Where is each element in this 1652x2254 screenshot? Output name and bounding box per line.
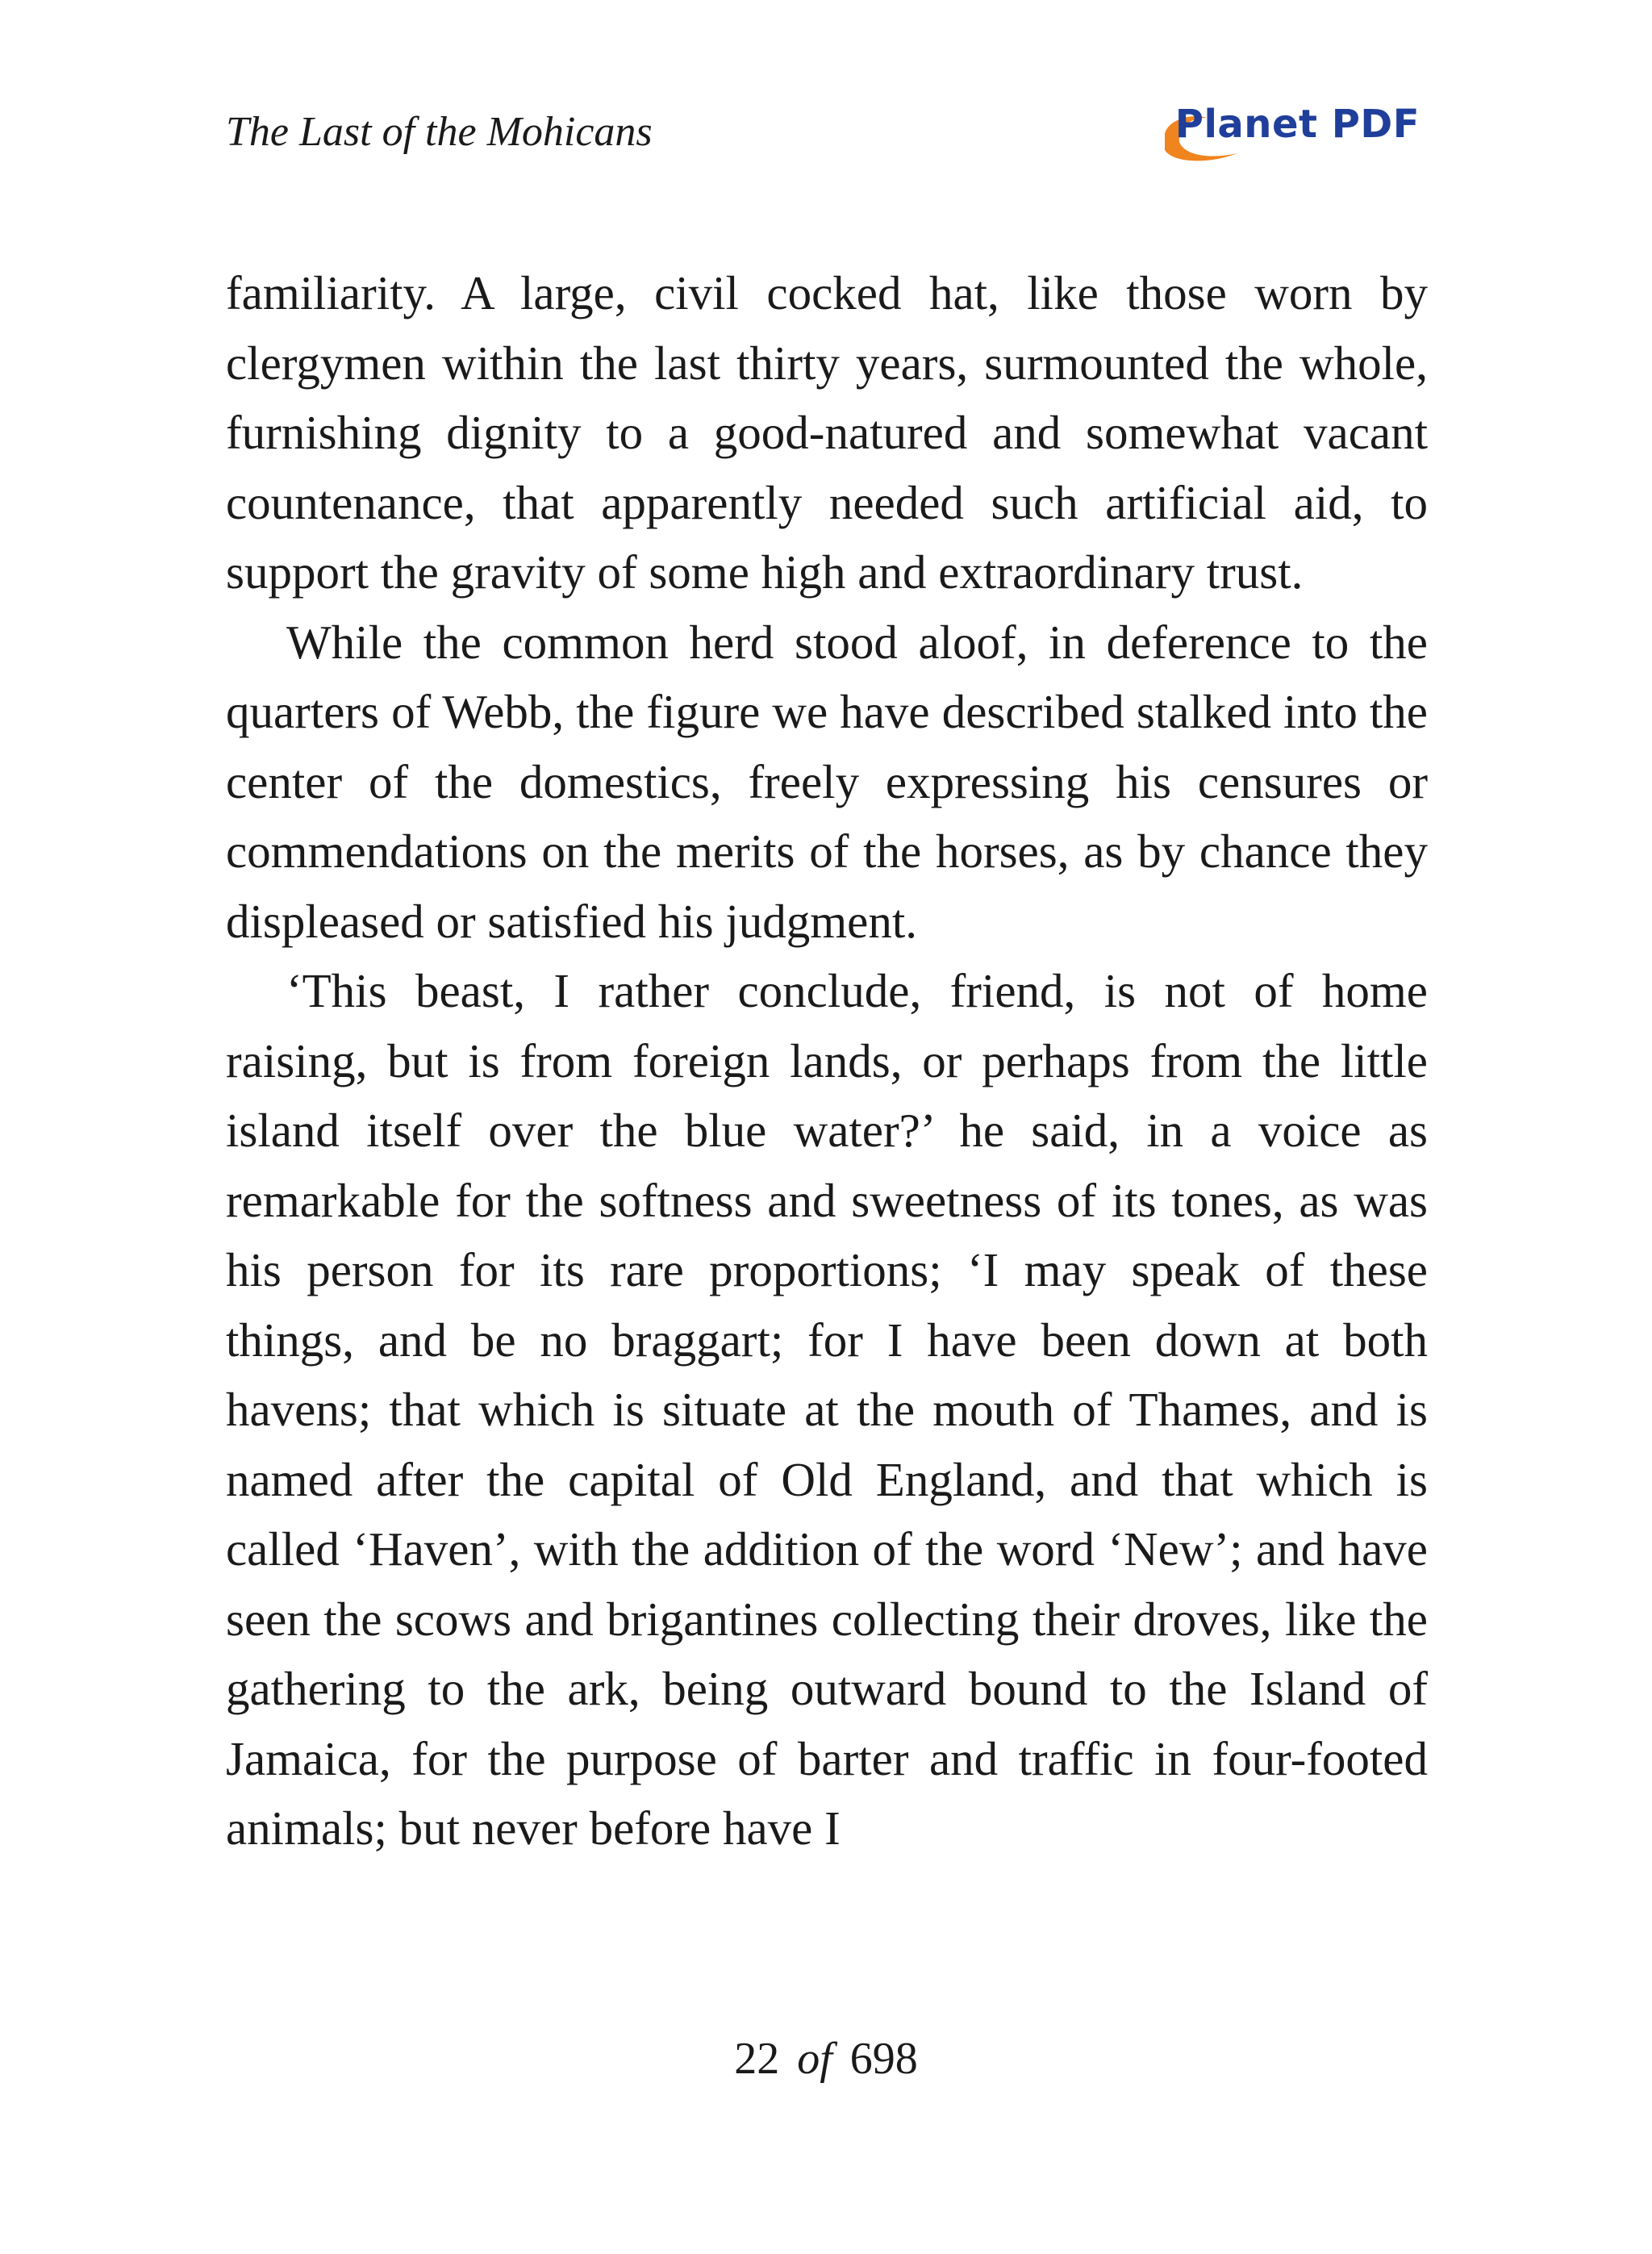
of-label: of bbox=[797, 2034, 832, 2084]
total-pages: 698 bbox=[849, 2034, 918, 2084]
page-number bbox=[0, 2033, 1652, 2085]
current-page: 22 bbox=[734, 2034, 780, 2084]
paragraph-2: While the common herd stood aloof, in deference to the quarters of Webb, the figure we have described stalked into the center of the domestics, freely expressing his censures or commendations on the merits of the horses, as by chance they displeased or satisfied his judgment. bbox=[226, 615, 1428, 948]
book-title: The Last of the Mohicans bbox=[226, 109, 653, 155]
logo-text: Planet PDF bbox=[1174, 102, 1420, 147]
paragraph-1: familiarity. A large, civil cocked hat, like those worn by clergymen within the last thirty years, surmounted the whole, furnishing dignity to a good-natured and somewhat vacant countenance, that apparently needed such artificial aid, to support the gravity of some high and extraordinary trust. bbox=[226, 266, 1428, 599]
planet-pdf-logo bbox=[1160, 102, 1426, 169]
page-header bbox=[226, 102, 1426, 169]
page-body bbox=[226, 258, 1428, 1864]
paragraph-3: ‘This beast, I rather conclude, friend, is not of home raising, but is from foreign lands, or perhaps from the little island itself over the blue water?’ he said, in a voice as remarkable for the softness and sweetness of its tones, as was his person for its rare proportions; ‘I may speak of these things, and be no braggart; for I have been down at both havens; that which is situate at the mouth of Thames, and is named after the capital of Old England, and that which is called ‘Haven’, with the addition of the word ‘New’; and have seen the scows and brigantines collecting their droves, like the gathering to the ark, being outward bound to the Island of Jamaica, for the purpose of barter and traffic in four-footed animals; but never before have I bbox=[226, 964, 1428, 1855]
